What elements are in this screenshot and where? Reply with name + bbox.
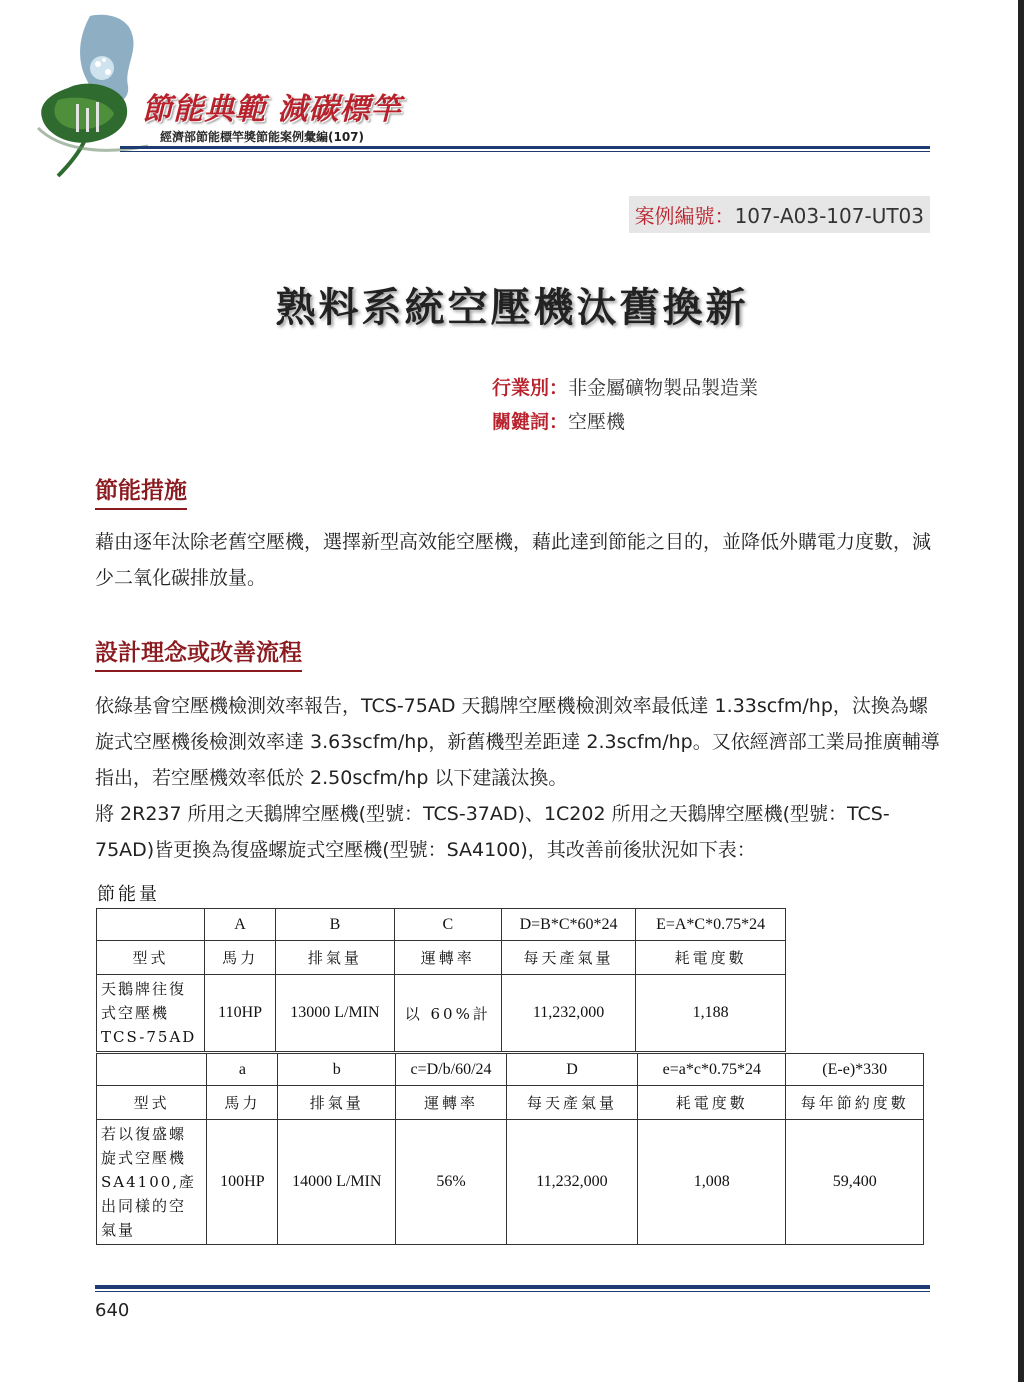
- table-caption: 節能量: [97, 884, 160, 905]
- keyword-line: [492, 407, 625, 434]
- table-cell: a: [207, 1054, 278, 1086]
- table-header-cell: 型式: [97, 1086, 207, 1120]
- case-number: [629, 196, 930, 233]
- table-cell: 56%: [396, 1120, 507, 1245]
- section-heading-design: 設計理念或改善流程: [95, 634, 302, 672]
- brand-title: 節能典範 減碳標竿: [142, 92, 402, 127]
- keyword-value: 空壓機: [568, 411, 626, 433]
- table-header-cell: 耗電度數: [636, 941, 786, 975]
- table-row: [97, 1120, 924, 1245]
- design-paragraph-2: 將 2R237 所用之天鵝牌空壓機(型號：TCS-37AD)、1C202 所用之天鵝牌空壓機(型號：TCS-75AD)皆更換為復盛螺旋式空壓機(型號：SA4100)，其改善前後狀況如下表：: [95, 803, 890, 861]
- footer-rule: [95, 1285, 930, 1289]
- table-cell: E=A*C*0.75*24: [636, 909, 786, 941]
- industry-label: 行業別：: [492, 377, 569, 399]
- table-cell-model: 若以復盛螺旋式空壓機 SA4100,產出同樣的空氣量: [97, 1120, 207, 1245]
- table-cell: B: [276, 909, 394, 941]
- table-header-cell: 運轉率: [396, 1086, 507, 1120]
- table-cell: 1,188: [636, 975, 786, 1052]
- table-row: [97, 975, 786, 1052]
- table-cell-model: 天鵝牌往復式空壓機 TCS-75AD: [97, 975, 205, 1052]
- table-cell: (E-e)*330: [786, 1054, 924, 1086]
- table-row: [97, 1054, 924, 1086]
- table-cell: e=a*c*0.75*24: [638, 1054, 786, 1086]
- table-cell: 100HP: [207, 1120, 278, 1245]
- industry-line: [492, 373, 758, 400]
- table-row: [97, 941, 786, 975]
- header-rule-thin: [120, 151, 930, 152]
- table-header-cell: 馬力: [207, 1086, 278, 1120]
- page-title: 熟料系統空壓機汰舊換新: [275, 285, 749, 331]
- table-header-cell: 馬力: [205, 941, 276, 975]
- table-cell: b: [278, 1054, 396, 1086]
- table-after: [96, 1053, 924, 1245]
- table-before: [96, 908, 786, 1052]
- table-cell: [97, 1054, 207, 1086]
- table-cell: 11,232,000: [501, 975, 635, 1052]
- table-cell: 1,008: [638, 1120, 786, 1245]
- table-header-cell: 每天產氣量: [501, 941, 635, 975]
- table-row: [97, 909, 786, 941]
- table-header-cell: 每天產氣量: [506, 1086, 637, 1120]
- table-header-cell: 型式: [97, 941, 205, 975]
- table-cell: 14000 L/MIN: [278, 1120, 396, 1245]
- industry-value: 非金屬礦物製品製造業: [568, 377, 759, 399]
- header-rule: [120, 146, 930, 149]
- table-header-cell: 耗電度數: [638, 1086, 786, 1120]
- table-cell: D=B*C*60*24: [501, 909, 635, 941]
- table-cell: A: [205, 909, 276, 941]
- footer-rule-thin: [95, 1291, 930, 1292]
- table-header-cell: 排氣量: [276, 941, 394, 975]
- table-row: [97, 1086, 924, 1120]
- table-cell: 13000 L/MIN: [276, 975, 394, 1052]
- table-header-cell: 排氣量: [278, 1086, 396, 1120]
- table-cell: C: [394, 909, 501, 941]
- table-cell: D: [506, 1054, 637, 1086]
- measures-paragraph: 藉由逐年汰除老舊空壓機，選擇新型高效能空壓機，藉此達到節能之目的，並降低外購電力度數，減少二氧化碳排放量。: [95, 531, 932, 589]
- table-cell: [97, 909, 205, 941]
- table-header-cell: 運轉率: [394, 941, 501, 975]
- table-cell: 110HP: [205, 975, 276, 1052]
- table-cell: c=D/b/60/24: [396, 1054, 507, 1086]
- table-cell: 59,400: [786, 1120, 924, 1245]
- design-paragraph-1: 依綠基會空壓機檢測效率報告，TCS-75AD 天鵝牌空壓機檢測效率最低達 1.33scfm/hp，汰換為螺旋式空壓機後檢測效率達 3.63scfm/hp，新舊機型差距達 2.3scfm/hp。又依經濟部工業局推廣輔導指出，若空壓機效率低於 2.50scfm/hp 以下建議汰換。: [95, 695, 940, 789]
- brand-subtitle: 經濟部節能標竿獎節能案例彙編(107): [160, 130, 365, 144]
- page-edge: [1018, 0, 1024, 1382]
- case-number-value: 107-A03-107-UT03: [734, 204, 924, 228]
- section-heading-measures: 節能措施: [95, 472, 187, 510]
- table-cell: 11,232,000: [506, 1120, 637, 1245]
- keyword-label: 關鍵詞：: [492, 411, 569, 433]
- page-number: 640: [95, 1300, 130, 1321]
- table-cell: 以 60%計: [394, 975, 501, 1052]
- case-number-label: 案例編號：: [634, 204, 735, 228]
- table-header-cell: 每年節約度數: [786, 1086, 924, 1120]
